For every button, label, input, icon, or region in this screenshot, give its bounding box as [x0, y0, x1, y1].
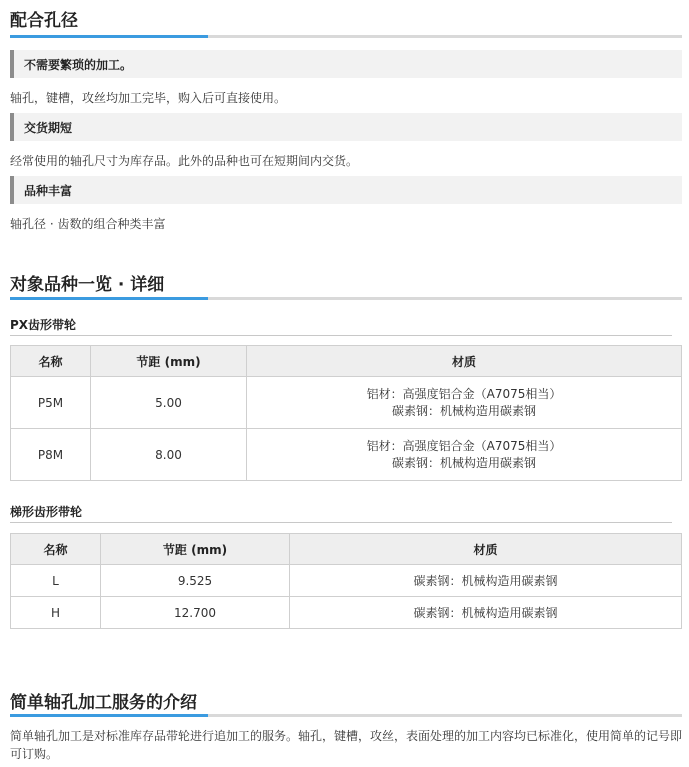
subtitle-text: PX齿形带轮: [10, 318, 77, 332]
table-header-row: [11, 346, 682, 377]
table-header-row: [11, 534, 682, 565]
feature-text-3: 轴孔径 · 齿数的组合种类丰富: [10, 217, 166, 231]
section-title-text: 简单轴孔加工服务的介绍: [10, 693, 197, 713]
table-row: [11, 565, 682, 597]
cell-pitch: 9.525: [101, 565, 290, 597]
section-title-accent: [10, 297, 208, 300]
subtitle-text: 梯形齿形带轮: [10, 505, 83, 519]
feature-heading-2: [10, 113, 682, 141]
trapezoid-pulley-table: [10, 533, 682, 629]
feature-heading-text: 品种丰富: [24, 184, 73, 198]
section-title-fit-bore: [10, 11, 682, 31]
col-header-pitch: 节距 (mm): [91, 346, 247, 377]
section-title-rule: [10, 714, 682, 717]
section-title-service: [10, 693, 682, 713]
section-title-text: 对象品种一览 · 详细: [10, 275, 165, 295]
cell-name: L: [11, 565, 101, 597]
col-header-material: 材质: [247, 346, 682, 377]
material-line: 碳素钢：机械构造用碳素钢: [391, 403, 536, 418]
cell-name: H: [11, 597, 101, 629]
cell-material: [247, 377, 682, 429]
feature-heading-text: 交货期短: [24, 121, 73, 135]
subtitle-px-pulley: [10, 316, 672, 333]
cell-name: P5M: [11, 377, 91, 429]
material-line: 碳素钢：机械构造用碳素钢: [391, 455, 536, 470]
table-row: [11, 377, 682, 429]
subtitle-line: [10, 522, 672, 523]
feature-heading-1: [10, 50, 682, 78]
section-title-text: 配合孔径: [10, 11, 78, 31]
material-line: 铝材：高强度铝合金（A7075相当）: [366, 438, 562, 453]
table-row: [11, 429, 682, 481]
subtitle-line: [10, 335, 672, 336]
col-header-pitch: 节距 (mm): [101, 534, 290, 565]
section-title-accent: [10, 714, 208, 717]
cell-pitch: 5.00: [91, 377, 247, 429]
feature-text-1: 轴孔，键槽，攻丝均加工完毕，购入后可直接使用。: [10, 91, 287, 105]
cell-material: [247, 429, 682, 481]
col-header-name: 名称: [11, 534, 101, 565]
col-header-name: 名称: [11, 346, 91, 377]
section-title-products: [10, 275, 682, 295]
cell-pitch: 12.700: [101, 597, 290, 629]
section-title-rule: [10, 35, 682, 38]
cell-pitch: 8.00: [91, 429, 247, 481]
feature-heading-text: 不需要繁琐的加工。: [24, 58, 133, 72]
material-line: 铝材：高强度铝合金（A7075相当）: [366, 386, 562, 401]
service-text: 简单轴孔加工是对标准库存品带轮进行追加工的服务。轴孔，键槽，攻丝，表面处理的加工内容均已标准化，使用简单的记号即可订购。: [10, 729, 683, 761]
cell-name: P8M: [11, 429, 91, 481]
feature-heading-3: [10, 176, 682, 204]
cell-material: 碳素钢：机械构造用碳素钢: [290, 565, 682, 597]
px-pulley-table: [10, 345, 682, 481]
col-header-material: 材质: [290, 534, 682, 565]
section-title-rule: [10, 297, 682, 300]
subtitle-trapezoid-pulley: [10, 503, 672, 520]
section-title-accent: [10, 35, 208, 38]
feature-text-2: 经常使用的轴孔尺寸为库存品。此外的品种也可在短期间内交货。: [10, 154, 359, 168]
table-row: [11, 597, 682, 629]
cell-material: 碳素钢：机械构造用碳素钢: [290, 597, 682, 629]
